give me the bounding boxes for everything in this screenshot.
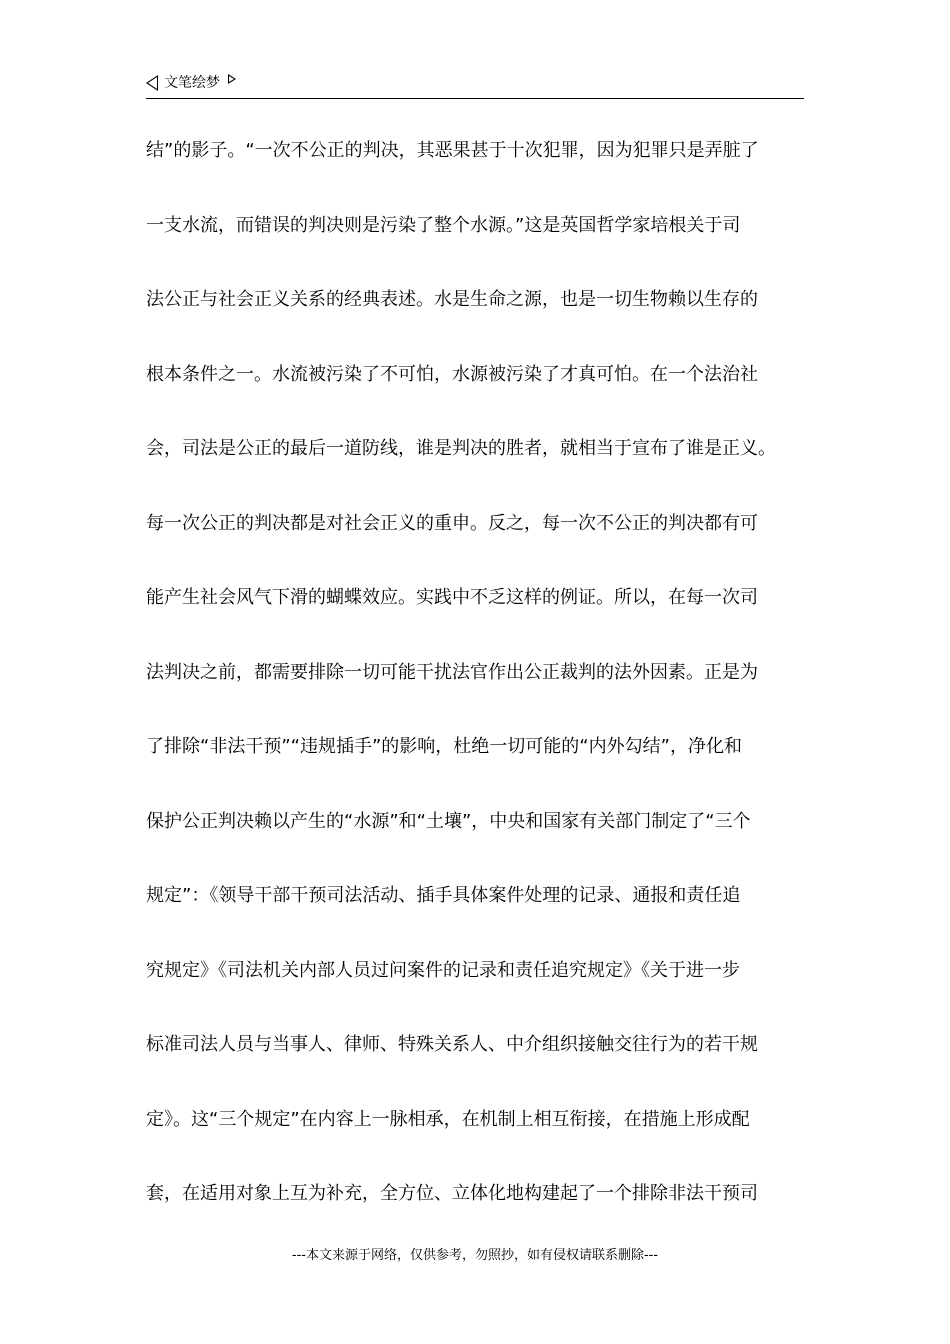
header-title: 文笔绘梦 [164,75,220,91]
body-line: 会，司法是公正的最后一道防线，谁是判决的胜者，就相当于宣布了谁是正义。 [146,438,776,459]
body-line: 每一次公正的判决都是对社会正义的重申。反之，每一次不公正的判决都有可 [146,512,758,534]
left-triangle-icon [146,75,158,91]
page-footer: ---本文来源于网络，仅供参考，勿照抄，如有侵权请联系删除--- [291,1248,659,1263]
right-triangle-icon [228,74,236,84]
body-line: 究规定》《司法机关内部人员过问案件的记录和责任追究规定》《关于进一步 [146,959,740,981]
document-body [146,132,816,1250]
body-line: 了排除“非法干预”“违规插手”的影响，杜绝一切可能的“内外勾结”，净化和 [146,736,742,757]
body-line: 一支水流，而错误的判决则是污染了整个水源。”这是英国哲学家培根关于司 [146,214,741,236]
body-line: 法判决之前，都需要排除一切可能干扰法官作出公正裁判的法外因素。正是为 [146,661,758,683]
body-line: 根本条件之一。水流被污染了不可怕，水源被污染了才真可怕。在一个法治社 [146,363,758,385]
body-line: 能产生社会风气下滑的蝴蝶效应。实践中不乏这样的例证。所以，在每一次司 [146,587,758,608]
body-line: 套，在适用对象上互为补充，全方位、立体化地构建起了一个排除非法干预司 [146,1183,758,1204]
body-line: 标准司法人员与当事人、律师、特殊关系人、中介组织接触交往行为的若干规 [146,1034,758,1055]
body-line: 规定”：《领导干部干预司法活动、插手具体案件处理的记录、通报和责任追 [146,885,741,906]
body-line: 定》。这“三个规定”在内容上一脉相承，在机制上相互衔接，在措施上形成配 [146,1108,750,1130]
body-line: 法公正与社会正义关系的经典表述。水是生命之源，也是一切生物赖以生存的 [146,289,758,310]
body-line: 保护公正判决赖以产生的“水源”和“土壤”，中央和国家有关部门制定了“三个 [146,810,751,832]
body-line: 结”的影子。“一次不公正的判决，其恶果甚于十次犯罪，因为犯罪只是弄脏了 [146,140,759,161]
page-header [146,72,804,99]
header-brand [146,72,236,94]
